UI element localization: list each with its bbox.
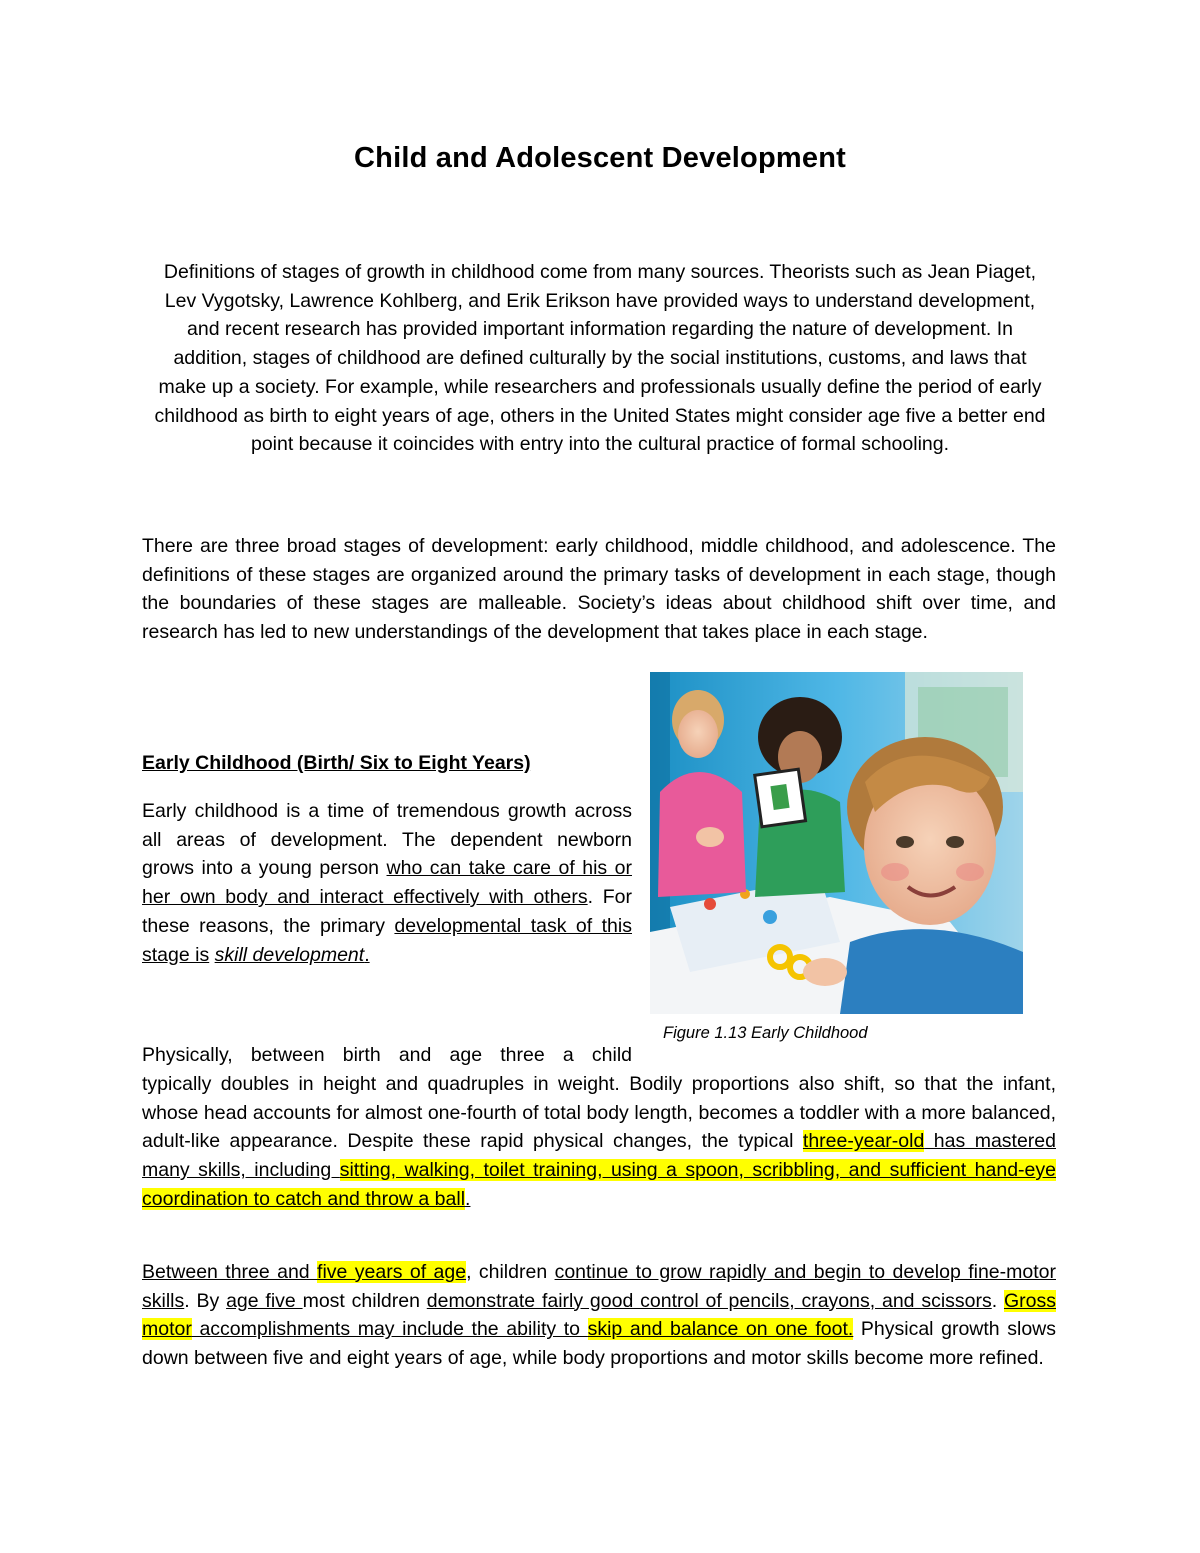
underlined-text: has mastered many skills, including	[142, 1130, 1056, 1182]
early-childhood-heading: Early Childhood (Birth/ Six to Eight Years)	[142, 752, 531, 774]
underlined-text: accomplishments may include the ability to	[191, 1318, 588, 1341]
text-run: typically doubles in height and quadruples in weight. Bodily proportions also shift, so that the infant, whose head accounts for almost one-fourth of total body length, becomes a toddler with a more balanced, adult-like appearance. Despite these rapid physical changes, the typical	[142, 1073, 1056, 1153]
text-run: Early childhood is a time of tremendous growth across all areas of development. The dependent newborn grows into a young person	[142, 800, 632, 880]
physical-paragraph-first-line: Physically, between birth and age three a child	[142, 1044, 632, 1066]
underlined-text: developmental task of this stage is	[142, 914, 632, 966]
early-childhood-paragraph	[142, 797, 632, 969]
figure-caption: Figure 1.13 Early Childhood	[663, 1024, 868, 1042]
page-title: Child and Adolescent Development	[354, 142, 846, 174]
underlined-text: demonstrate fairly good control of pencils, crayons, and scissors	[426, 1289, 992, 1312]
text-run: .	[364, 943, 370, 966]
underlined-text: who can take care of his or her own body and interact effectively with others	[142, 857, 632, 909]
text-run: Physical growth slows down between five and eight years of age, while body proportions and motor skills become more refined.	[142, 1318, 1057, 1370]
text-run: , children	[466, 1261, 555, 1283]
highlighted-text: three-year-old	[802, 1130, 925, 1153]
children-illustration	[650, 672, 1023, 1014]
underlined-italic-text: skill development	[214, 943, 365, 966]
intro-paragraph: Definitions of stages of growth in childhood come from many sources. Theorists such as Jean Piaget, Lev Vygotsky, Lawrence Kohlberg, and Erik Erikson have provided ways to understand development, and recent research has provided important information regarding the nature of development. In addition, stages of childhood are defined culturally by the social institutions, customs, and laws that make up a society. For example, while researchers and professionals usually define the period of early childhood as birth to eight years of age, others in the United States might consider age five a better end point because it coincides with entry into the cultural practice of formal schooling.	[154, 261, 1046, 456]
underlined-text: age five	[226, 1289, 303, 1312]
stages-paragraph: There are three broad stages of development: early childhood, middle childhood, and adolescence. The definitions of these stages are organized around the primary tasks of development in each stage, though the boundaries of these stages are malleable. Society’s ideas about childhood shift over time, and research has led to new understandings of the development that takes place in each stage.	[142, 535, 1056, 644]
highlighted-text: five years of age	[317, 1261, 467, 1283]
text-run: .	[465, 1187, 471, 1210]
text-run: . By	[184, 1289, 227, 1312]
early-childhood-photo	[650, 672, 1023, 1014]
highlighted-text: skip and balance on one foot.	[587, 1318, 854, 1341]
highlighted-text: Gross motor	[142, 1289, 1056, 1341]
physical-paragraph	[142, 1070, 1056, 1214]
text-run: most children	[302, 1289, 427, 1312]
underlined-text: continue to grow rapidly and begin to develop fine-motor skills	[142, 1261, 1056, 1312]
text-run: . For these reasons, the primary	[142, 886, 632, 937]
text-run: .	[991, 1289, 1004, 1312]
three-to-five-paragraph	[142, 1258, 1056, 1373]
highlighted-text: sitting, walking, toilet training, using a spoon, scribbling, and sufficient hand-eye coordination to catch and throw a ball	[142, 1159, 1056, 1210]
underlined-text: Between three and	[142, 1261, 318, 1283]
